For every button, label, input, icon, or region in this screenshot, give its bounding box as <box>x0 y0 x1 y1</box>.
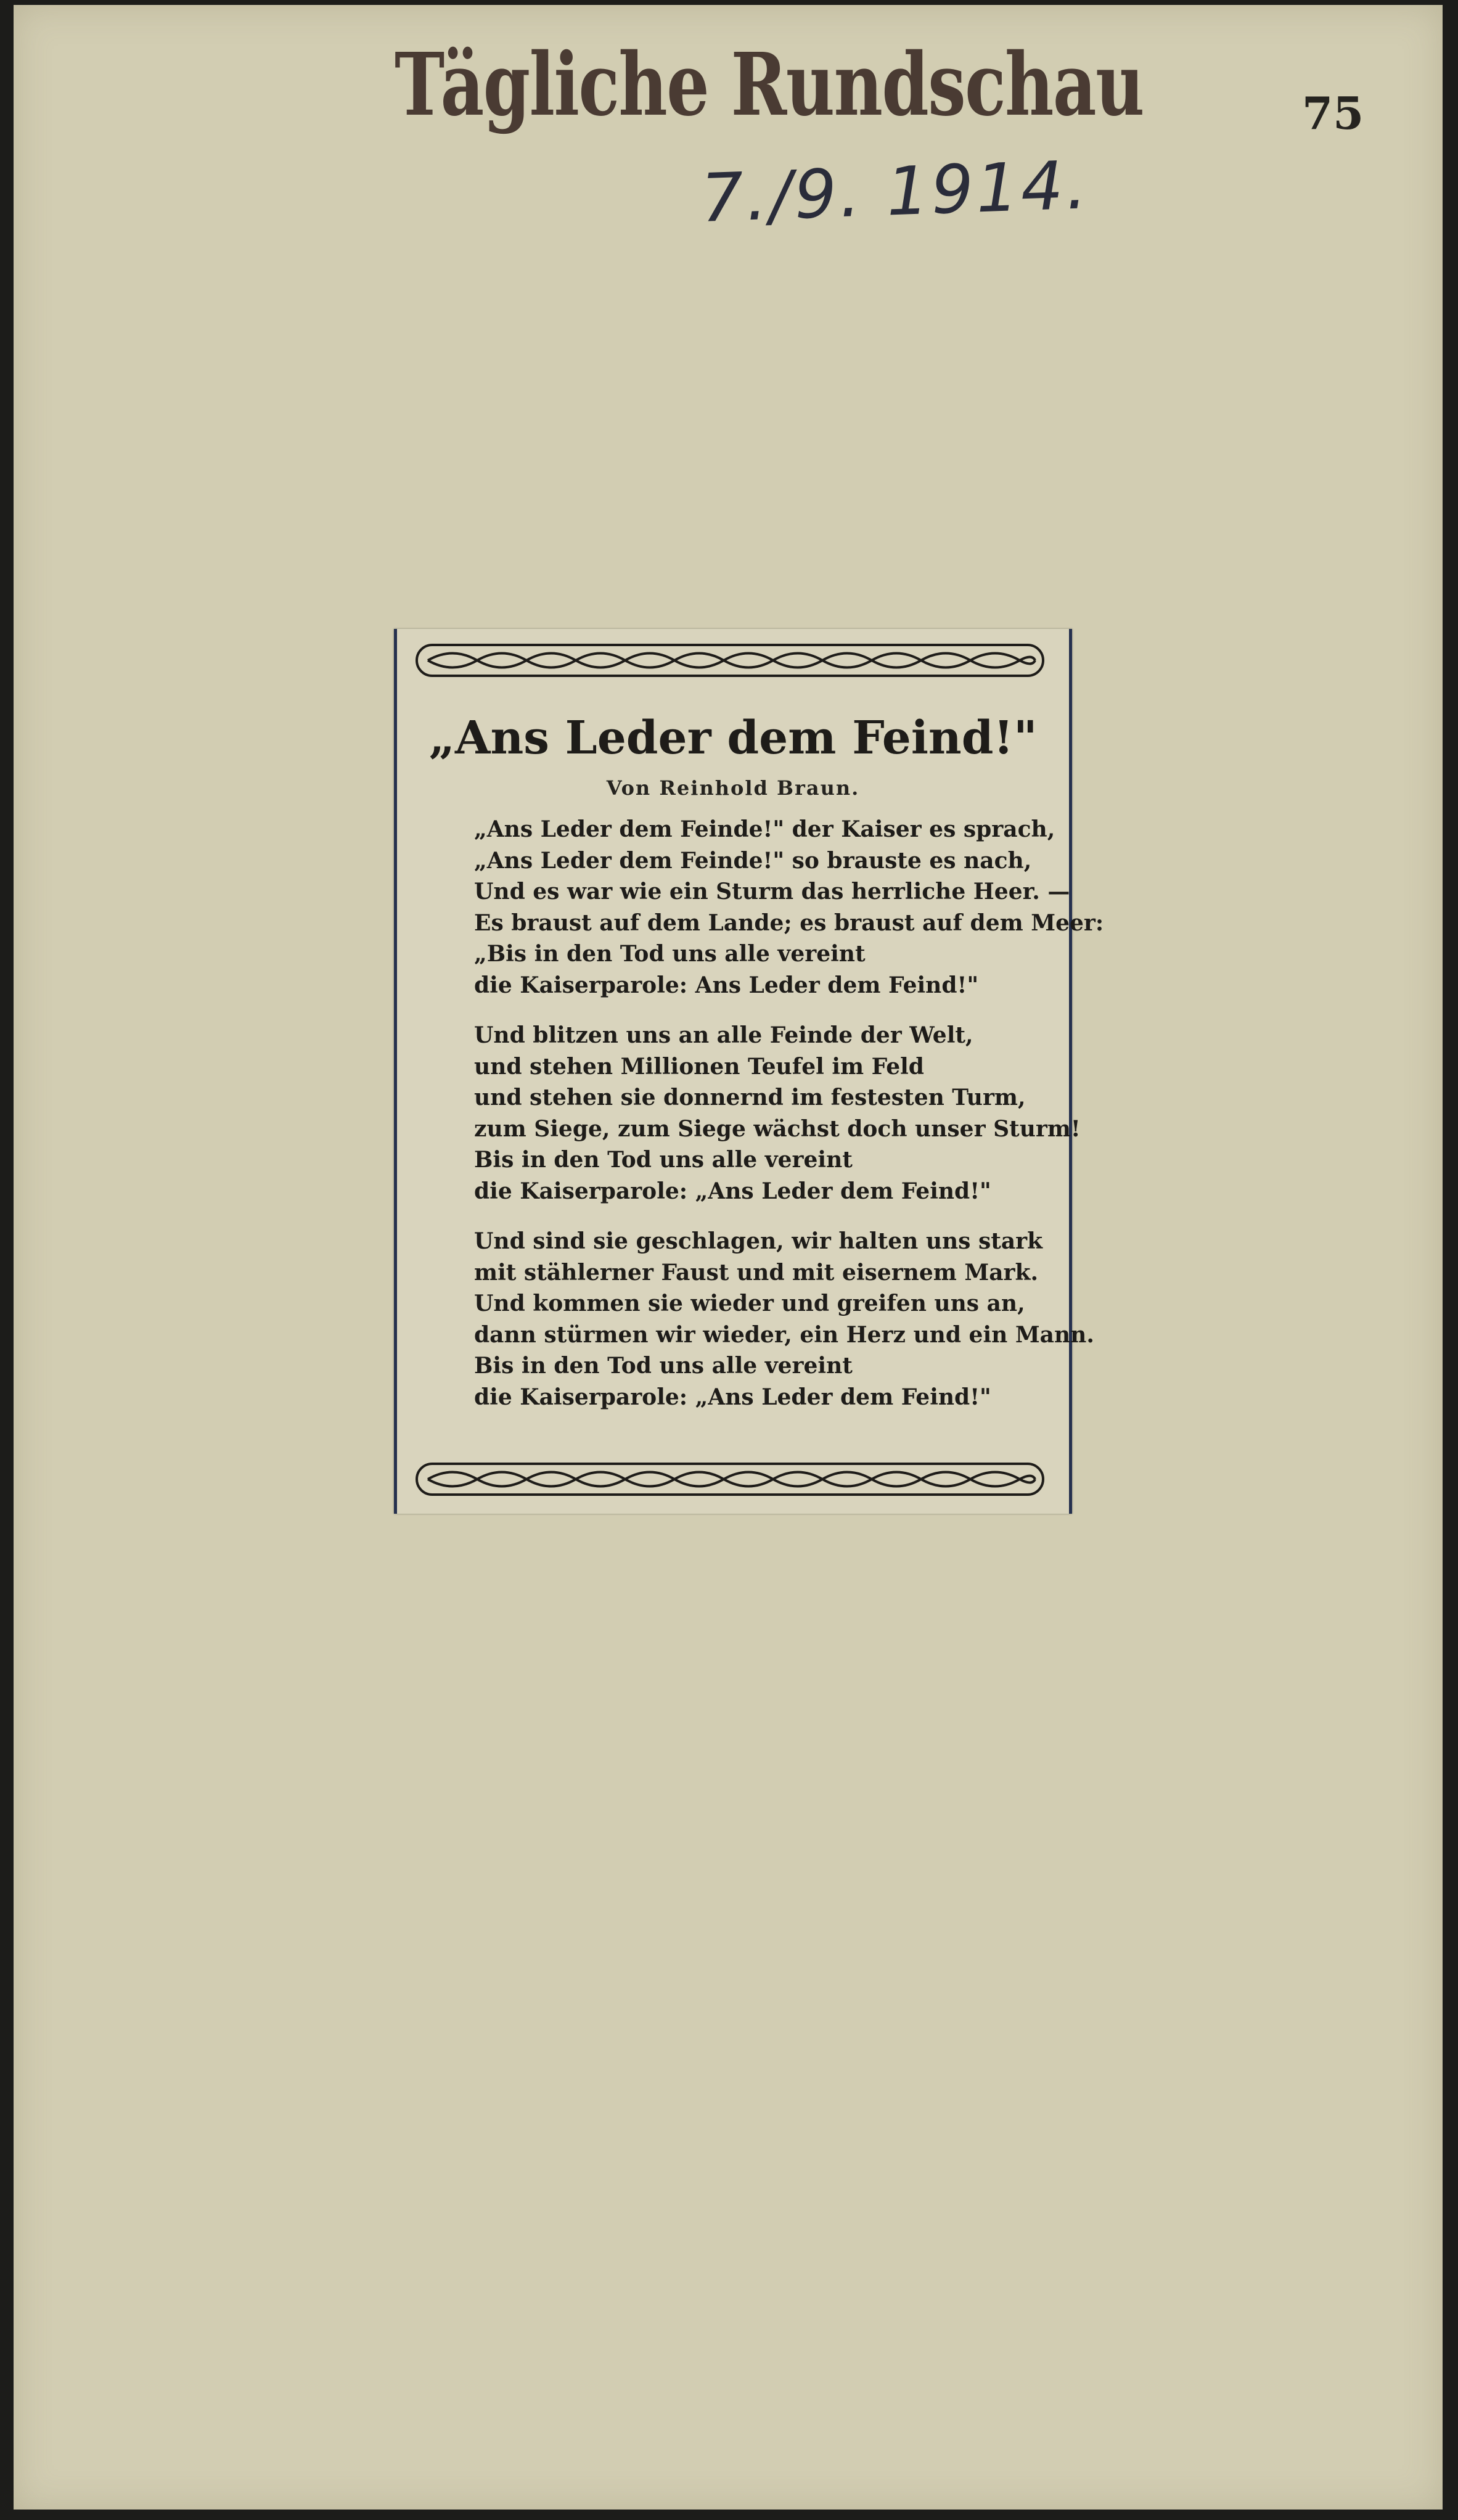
newspaper-clipping <box>394 629 1104 1514</box>
poem-line: und stehen Millionen Teufel im Feld <box>474 1053 924 1080</box>
poem-line: „Ans Leder dem Feinde!" der Kaiser es sprach, <box>474 816 1055 842</box>
poem-author: Von Reinhold Braun. <box>606 776 860 800</box>
poem-line: zum Siege, zum Siege wächst doch unser Sturm! <box>474 1115 1081 1142</box>
poem-line: Und es war wie ein Sturm das herrliche Heer. — <box>474 879 1070 905</box>
poem-line: Bis in den Tod uns alle vereint <box>474 1147 853 1173</box>
newspaper-stamp: Tägliche Rundschau <box>395 35 1144 136</box>
poem-line: Es braust auf dem Lande; es braust auf dem Meer: <box>474 909 1104 936</box>
poem-title: „Ans Leder dem Feind!" <box>428 712 1038 765</box>
poem-line: und stehen sie donnernd im festesten Turm, <box>474 1085 1026 1110</box>
poem-line: mit stählerner Faust und mit eisernem Mark. <box>474 1259 1038 1286</box>
poem-line: „Ans Leder dem Feinde!" so brauste es nach, <box>474 847 1032 874</box>
stanza-2 <box>474 1020 1081 1207</box>
ornament-border-top-icon <box>416 642 1044 678</box>
poem-line: Und sind sie geschlagen, wir halten uns stark <box>474 1228 1043 1254</box>
ornament-border-bottom-icon <box>416 1461 1044 1497</box>
poem-line: Und kommen sie wieder und greifen uns an, <box>474 1291 1025 1316</box>
poem-line: Bis in den Tod uns alle vereint <box>474 1353 853 1379</box>
poem-line: dann stürmen wir wieder, ein Herz und ein Mann. <box>474 1321 1094 1348</box>
poem-line: Und blitzen uns an alle Feinde der Welt, <box>474 1022 973 1048</box>
poem-line: die Kaiserparole: „Ans Leder dem Feind!" <box>474 1384 991 1410</box>
page-number: 75 <box>1302 87 1364 139</box>
poem-line: „Bis in den Tod uns alle vereint <box>474 941 866 967</box>
archive-sheet <box>14 5 1443 2510</box>
handwritten-date: 7./9. 1914. <box>699 147 1091 237</box>
poem-line: die Kaiserparole: Ans Leder dem Feind!" <box>474 972 979 998</box>
stanza-1 <box>474 814 1104 1001</box>
stanza-3 <box>474 1226 1094 1413</box>
poem-line: die Kaiserparole: „Ans Leder dem Feind!" <box>474 1178 991 1204</box>
